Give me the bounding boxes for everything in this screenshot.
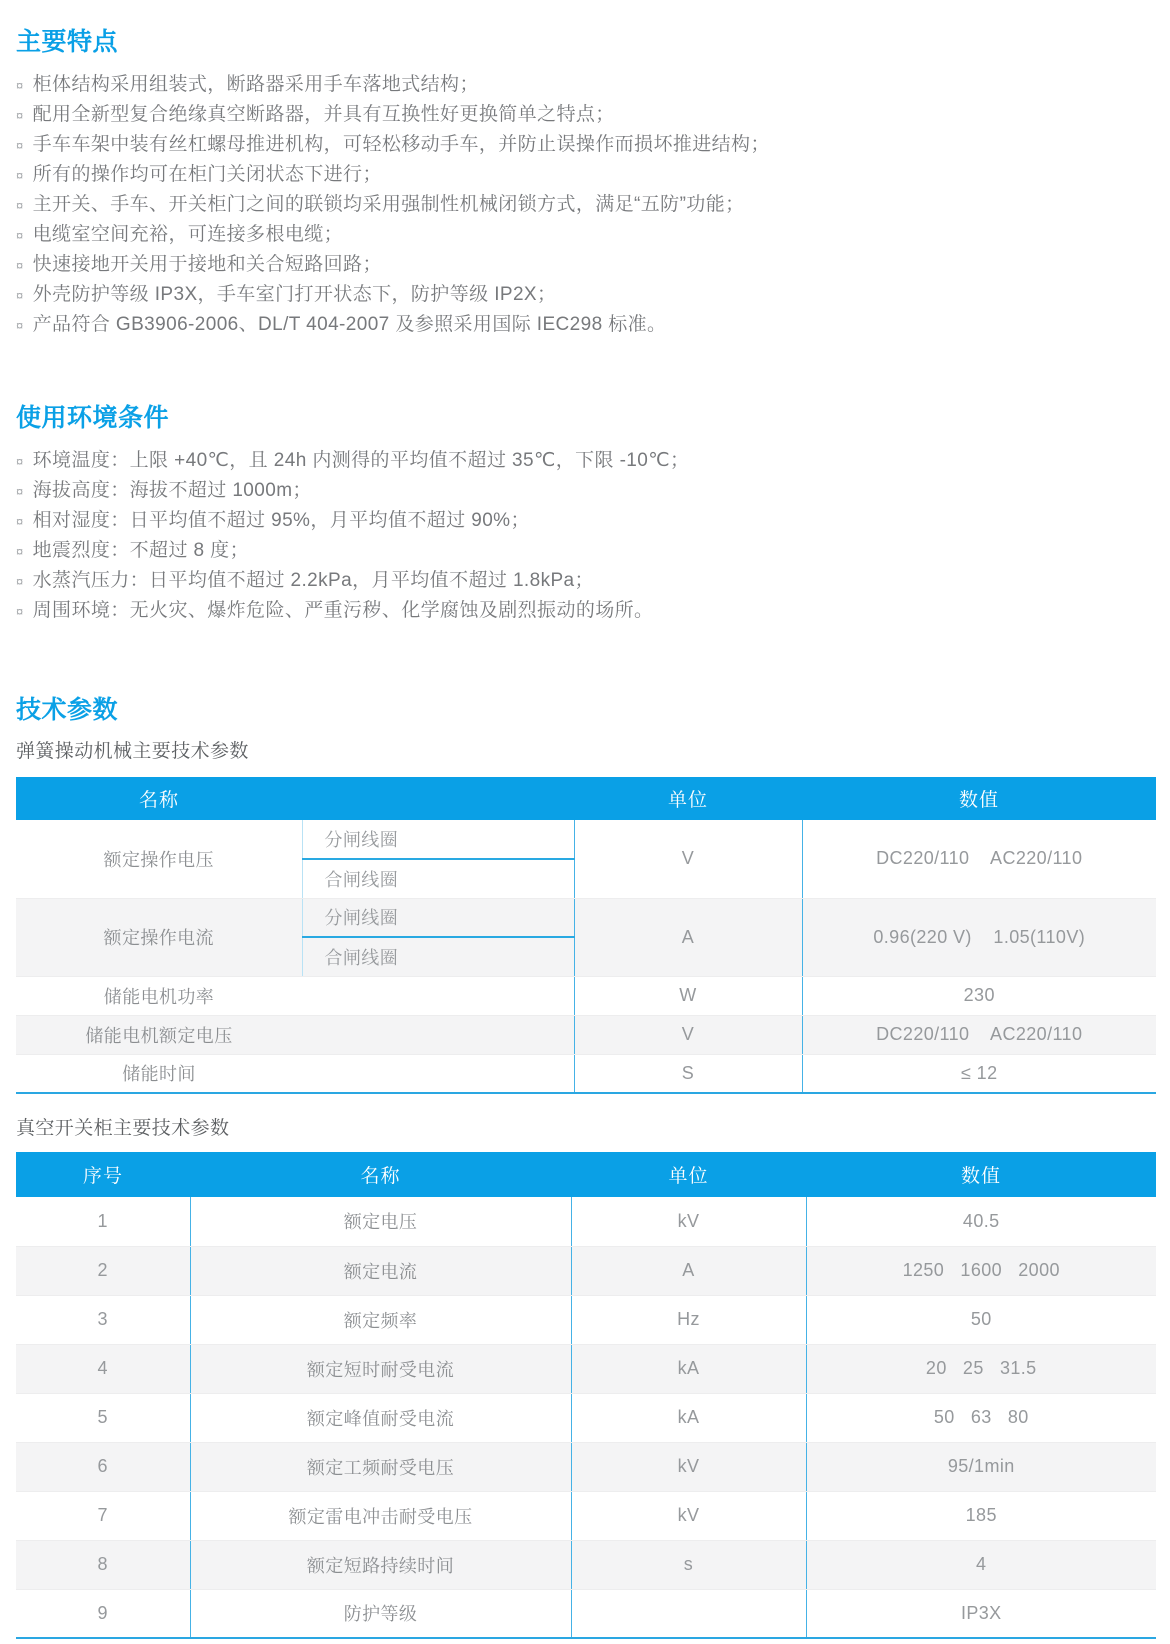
environment-text: 水蒸汽压力：日平均值不超过 2.2kPa，月平均值不超过 1.8kPa； — [32, 570, 594, 591]
cell-unit: Hz — [571, 1295, 806, 1344]
environment-list — [16, 446, 1156, 626]
environment-text: 地震烈度：不超过 8 度； — [32, 540, 249, 561]
cell-unit: W — [574, 976, 802, 1015]
cell-no: 4 — [16, 1344, 190, 1393]
cell-no: 6 — [16, 1442, 190, 1491]
cell-unit: kA — [571, 1393, 806, 1442]
cell-unit: S — [574, 1054, 802, 1093]
feature-item — [16, 100, 1156, 130]
bullet-icon: ¤ — [16, 604, 24, 619]
feature-item — [16, 250, 1156, 280]
header-name: 名称 — [190, 1152, 571, 1197]
bullet-icon: ¤ — [16, 484, 24, 499]
cell-value: 1250 1600 2000 — [806, 1246, 1156, 1295]
table-row — [16, 1589, 1156, 1638]
cell-name: 额定电流 — [190, 1246, 571, 1295]
cell-value: IP3X — [806, 1589, 1156, 1638]
feature-item — [16, 310, 1156, 340]
cell-no: 7 — [16, 1491, 190, 1540]
bullet-icon: ¤ — [16, 198, 24, 213]
table-row — [16, 1054, 1156, 1093]
table-row — [16, 1393, 1156, 1442]
section-title-tech: 技术参数 — [16, 696, 119, 724]
header-value: 数值 — [802, 777, 1156, 820]
cell-no: 8 — [16, 1540, 190, 1589]
cell-unit: A — [574, 898, 802, 976]
cell-name: 额定雷电冲击耐受电压 — [190, 1491, 571, 1540]
bullet-icon: ¤ — [16, 318, 24, 333]
cell-name: 储能电机额定电压 — [16, 1015, 574, 1054]
cell-value: 50 63 80 — [806, 1393, 1156, 1442]
bullet-icon: ¤ — [16, 138, 24, 153]
feature-text: 柜体结构采用组装式，断路器采用手车落地式结构； — [32, 74, 479, 95]
feature-item — [16, 280, 1156, 310]
cell-name: 额定操作电流 — [16, 898, 302, 976]
bullet-icon: ¤ — [16, 514, 24, 529]
bullet-icon: ¤ — [16, 228, 24, 243]
cell-unit: s — [571, 1540, 806, 1589]
section-title-environment: 使用环境条件 — [16, 404, 170, 432]
cell-no: 2 — [16, 1246, 190, 1295]
table-header-row — [16, 1152, 1156, 1197]
cell-name: 额定短路持续时间 — [190, 1540, 571, 1589]
cell-unit: kA — [571, 1344, 806, 1393]
table-row — [16, 898, 1156, 937]
header-name: 名称 — [16, 777, 302, 820]
header-unit: 单位 — [571, 1152, 806, 1197]
bullet-icon: ¤ — [16, 454, 24, 469]
features-list — [16, 70, 1156, 340]
environment-text: 相对湿度：日平均值不超过 95%，月平均值不超过 90%； — [32, 510, 530, 531]
cell-unit: kV — [571, 1491, 806, 1540]
cell-unit: V — [574, 1015, 802, 1054]
section-tech-params — [16, 696, 1156, 1639]
table-row — [16, 1344, 1156, 1393]
cell-name: 额定操作电压 — [16, 820, 302, 898]
section-environment — [16, 404, 1156, 626]
cell-name: 额定频率 — [190, 1295, 571, 1344]
environment-item — [16, 596, 1156, 626]
cell-name: 额定短时耐受电流 — [190, 1344, 571, 1393]
bullet-icon: ¤ — [16, 108, 24, 123]
cell-sub: 分闸线圈 — [302, 898, 574, 937]
environment-text: 海拔高度：海拔不超过 1000m； — [32, 480, 312, 501]
environment-item — [16, 476, 1156, 506]
table-row — [16, 1246, 1156, 1295]
cell-no: 5 — [16, 1393, 190, 1442]
cell-name: 储能电机功率 — [16, 976, 574, 1015]
environment-item — [16, 566, 1156, 596]
cell-unit: V — [574, 820, 802, 898]
feature-text: 电缆室空间充裕，可连接多根电缆； — [32, 224, 344, 245]
feature-text: 外壳防护等级 IP3X，手车室门打开状态下，防护等级 IP2X； — [32, 284, 557, 305]
spec-page — [16, 28, 1156, 1639]
cell-name: 储能时间 — [16, 1054, 574, 1093]
feature-item — [16, 160, 1156, 190]
cell-sub: 合闸线圈 — [302, 859, 574, 898]
cell-value: 20 25 31.5 — [806, 1344, 1156, 1393]
table-header-row — [16, 777, 1156, 820]
table-row — [16, 820, 1156, 859]
table-row — [16, 1015, 1156, 1054]
cell-value: 40.5 — [806, 1197, 1156, 1246]
bullet-icon: ¤ — [16, 288, 24, 303]
table-row — [16, 1540, 1156, 1589]
table-row — [16, 1491, 1156, 1540]
bullet-icon: ¤ — [16, 258, 24, 273]
environment-text: 环境温度：上限 +40℃，且 24h 内测得的平均值不超过 35℃，下限 -10℃； — [32, 450, 690, 471]
cell-unit: A — [571, 1246, 806, 1295]
table-row — [16, 1442, 1156, 1491]
feature-item — [16, 130, 1156, 160]
header-no: 序号 — [16, 1152, 190, 1197]
cell-value: 185 — [806, 1491, 1156, 1540]
environment-item — [16, 446, 1156, 476]
cell-value: 4 — [806, 1540, 1156, 1589]
table-row — [16, 1197, 1156, 1246]
cell-value: ≤ 12 — [802, 1054, 1156, 1093]
cell-name: 额定峰值耐受电流 — [190, 1393, 571, 1442]
cell-unit — [571, 1589, 806, 1638]
environment-item — [16, 506, 1156, 536]
bullet-icon: ¤ — [16, 78, 24, 93]
environment-item — [16, 536, 1156, 566]
feature-text: 配用全新型复合绝缘真空断路器，并具有互换性好更换简单之特点； — [32, 104, 615, 125]
feature-text: 产品符合 GB3906-2006、DL/T 404-2007 及参照采用国际 IEC298 标准。 — [32, 314, 667, 335]
table1-caption: 弹簧操动机械主要技术参数 — [16, 741, 249, 762]
cell-name: 额定工频耐受电压 — [190, 1442, 571, 1491]
cell-name: 额定电压 — [190, 1197, 571, 1246]
table-row — [16, 976, 1156, 1015]
cell-no: 1 — [16, 1197, 190, 1246]
table-row — [16, 1295, 1156, 1344]
cell-sub: 合闸线圈 — [302, 937, 574, 976]
cell-no: 9 — [16, 1589, 190, 1638]
header-value: 数值 — [806, 1152, 1156, 1197]
cell-value: 95/1min — [806, 1442, 1156, 1491]
cell-unit: kV — [571, 1197, 806, 1246]
feature-item — [16, 190, 1156, 220]
cell-no: 3 — [16, 1295, 190, 1344]
table2-caption: 真空开关柜主要技术参数 — [16, 1118, 230, 1139]
header-unit: 单位 — [574, 777, 802, 820]
cell-value: DC220/110 AC220/110 — [802, 1015, 1156, 1054]
bullet-icon: ¤ — [16, 574, 24, 589]
cell-value: DC220/110 AC220/110 — [802, 820, 1156, 898]
section-title-features: 主要特点 — [16, 28, 119, 56]
switchgear-table — [16, 1152, 1156, 1639]
section-main-features — [16, 28, 1156, 340]
cell-value: 230 — [802, 976, 1156, 1015]
cell-name: 防护等级 — [190, 1589, 571, 1638]
environment-text: 周围环境：无火灾、爆炸危险、严重污秽、化学腐蚀及剧烈振动的场所。 — [32, 600, 654, 621]
header-name-sub — [302, 777, 574, 820]
spring-mechanism-table — [16, 777, 1156, 1094]
cell-sub: 分闸线圈 — [302, 820, 574, 859]
feature-text: 快速接地开关用于接地和关合短路回路； — [32, 254, 382, 275]
feature-text: 主开关、手车、开关柜门之间的联锁均采用强制性机械闭锁方式，满足“五防”功能； — [32, 194, 745, 215]
cell-value: 50 — [806, 1295, 1156, 1344]
bullet-icon: ¤ — [16, 168, 24, 183]
feature-text: 手车车架中装有丝杠螺母推进机构，可轻松移动手车，并防止误操作而损坏推进结构； — [32, 134, 770, 155]
feature-item — [16, 70, 1156, 100]
cell-value: 0.96(220 V) 1.05(110V) — [802, 898, 1156, 976]
cell-unit: kV — [571, 1442, 806, 1491]
feature-text: 所有的操作均可在柜门关闭状态下进行； — [32, 164, 382, 185]
feature-item — [16, 220, 1156, 250]
bullet-icon: ¤ — [16, 544, 24, 559]
